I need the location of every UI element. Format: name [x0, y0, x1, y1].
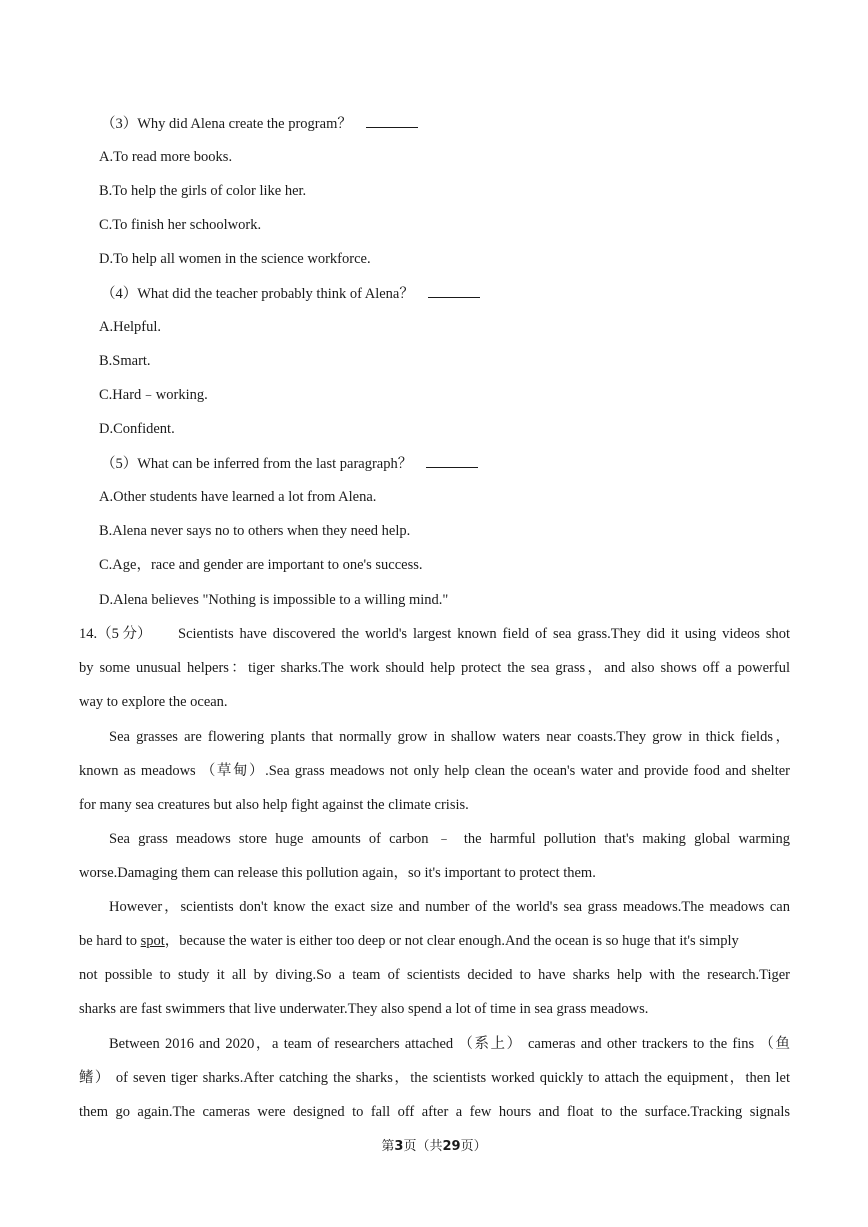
- question-3-prompt: [101, 113, 418, 134]
- passage-line-10-start: be hard to: [79, 933, 141, 949]
- passage-line-5: known as meadows （草甸）.Sea grass meadows not only help clean the ocean's water and provide food and shelter: [79, 763, 790, 779]
- q3-option-b: B.To help the girls of color like her.: [99, 183, 307, 199]
- passage-line-1: Scientists have discovered the world's largest known field of sea grass.They did it using videos shot: [178, 626, 790, 642]
- passage-line-6: for many sea creatures but also help fight against the climate crisis.: [79, 797, 469, 813]
- question-3-text: （3）Why did Alena create the program？: [101, 116, 352, 132]
- passage-line-13: Between 2016 and 2020，a team of researchers attached （系上） cameras and other trackers to the fins （鱼: [109, 1036, 790, 1052]
- q4-option-d: D.Confident.: [99, 421, 175, 437]
- question-5-text: （5）What can be inferred from the last paragraph？: [101, 456, 413, 472]
- q4-option-a: A.Helpful.: [99, 319, 162, 335]
- answer-blank-3[interactable]: [366, 113, 418, 128]
- answer-blank-5[interactable]: [426, 453, 478, 468]
- passage-line-11: not possible to study it all by diving.So a team of scientists decided to have sharks help with the research.Tiger: [79, 967, 790, 983]
- q5-option-c: C.Age，race and gender are important to one's success.: [99, 557, 423, 573]
- page-footer: [0, 1138, 868, 1156]
- footer-total-pages: 29: [442, 1139, 461, 1154]
- passage-line-3: way to explore the ocean.: [79, 694, 228, 710]
- q4-option-b: B.Smart.: [99, 353, 151, 369]
- footer-prefix: 第: [381, 1139, 395, 1154]
- footer-suffix: 页）: [460, 1139, 487, 1154]
- passage-line-12: sharks are fast swimmers that live underwater.They also spend a lot of time in sea grass meadows.: [79, 1001, 649, 1017]
- passage-line-10-end: ，because the water is either too deep or not clear enough.And the ocean is so huge that it's simply: [164, 933, 739, 949]
- passage-line-8: worse.Damaging them can release this pollution again，so it's important to protect them.: [79, 865, 596, 881]
- question-4-text: （4）What did the teacher probably think of Alena？: [101, 286, 414, 302]
- passage-line-10: [79, 931, 790, 951]
- q5-option-a: A.Other students have learned a lot from Alena.: [99, 489, 377, 505]
- q4-option-c: C.Hard﹣working.: [99, 387, 208, 403]
- question-5-prompt: [101, 453, 478, 474]
- q5-option-d: D.Alena believes "Nothing is impossible to a willing mind.": [99, 592, 449, 608]
- q5-option-b: B.Alena never says no to others when they need help.: [99, 523, 411, 539]
- question-4-prompt: [101, 283, 480, 304]
- question-14-header: 14.（5 分）: [79, 626, 152, 642]
- passage-line-14: 鳍） of seven tiger sharks.After catching the sharks，the scientists worked quickly to attach the equipment，then let: [79, 1070, 790, 1086]
- passage-line-2: by some unusual helpers：tiger sharks.The work should help protect the sea grass，and also shows off a powerful: [79, 660, 790, 676]
- answer-blank-4[interactable]: [428, 283, 480, 298]
- passage-line-9: However，scientists don't know the exact size and number of the world's sea grass meadows.The meadows can: [109, 899, 790, 915]
- underlined-word-spot: spot: [140, 933, 165, 949]
- q3-option-d: D.To help all women in the science workforce.: [99, 251, 371, 267]
- q3-option-c: C.To finish her schoolwork.: [99, 217, 262, 233]
- footer-page-number: 3: [394, 1139, 404, 1154]
- footer-mid: 页（共: [403, 1139, 443, 1154]
- passage-line-7: Sea grass meadows store huge amounts of carbon ﹣ the harmful pollution that's making global warming: [109, 831, 790, 847]
- q3-option-a: A.To read more books.: [99, 149, 233, 165]
- passage-line-4: Sea grasses are flowering plants that normally grow in shallow waters near coasts.They grow in thick fields，: [109, 729, 790, 745]
- passage-line-15: them go again.The cameras were designed to fall off after a few hours and float to the surface.Tracking signals: [79, 1104, 790, 1120]
